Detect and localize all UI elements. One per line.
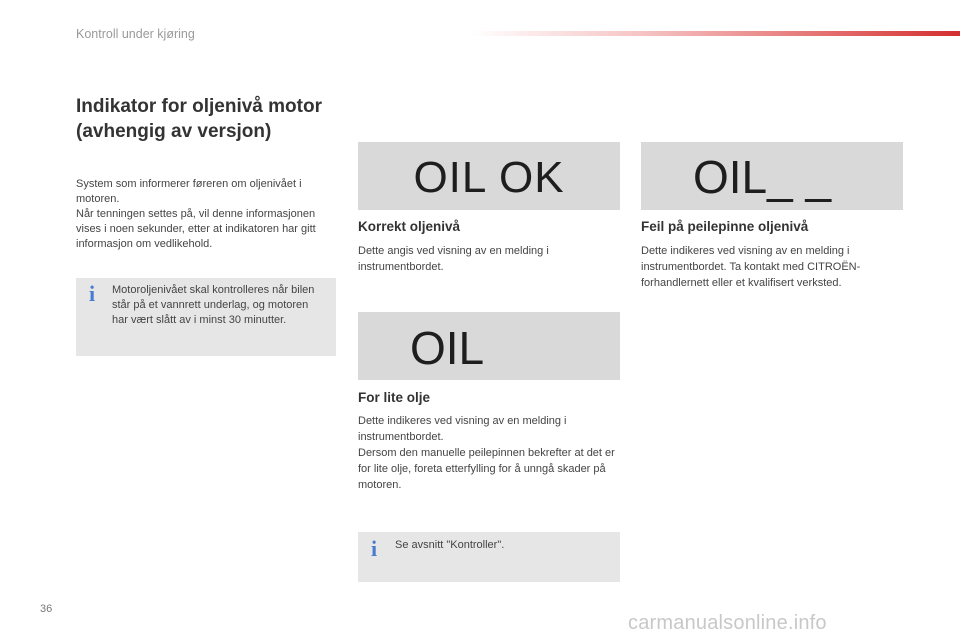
heading-correct-oil-level: Korrekt oljenivå [358,219,461,234]
info-note-bottom [358,532,620,582]
body-dipstick-fault: Dette indikeres ved visning av en melding i instrumentbordet. Ta kontakt med CITROËN-forhandlernett eller et kvalifisert verksted. [641,245,861,289]
info-icon: i [88,281,96,306]
display-panel-oil-fault [641,142,903,210]
page-number: 36 [40,603,53,615]
intro-paragraph-1: System som informerer føreren om oljenivået i motoren. [76,178,302,205]
intro-text [76,177,341,252]
oil-ok-display [358,142,620,210]
info-note-bottom-text: Se avsnitt "Kontroller". [395,539,505,551]
display-panel-oil-ok [358,142,620,210]
display-panel-oil-low [358,312,620,380]
intro-paragraph-2: Når tenningen settes på, vil denne informasjonen vises i noen sekunder, etter at indikatoren har gitt informasjon om vedlikehold. [76,208,316,250]
oil-ok-display-text: OIL OK [413,153,565,202]
running-header: Kontroll under kjøring [76,27,195,41]
body-low-oil-paragraph-1: Dette indikeres ved visning av en melding i instrumentbordet. [358,415,567,443]
body-low-oil [358,413,620,493]
page-title-line1: Indikator for oljenivå motor [76,96,322,117]
body-correct-oil-level: Dette angis ved visning av en melding i instrumentbordet. [358,245,549,273]
info-icon: i [370,536,378,561]
page-title-line2: (avhengig av versjon) [76,121,272,142]
oil-fault-display [641,142,903,210]
body-low-oil-paragraph-2: Dersom den manuelle peilepinnen bekrefter at det er for lite olje, foreta etterfylling for å unngå skader på motoren. [358,447,615,491]
heading-low-oil: For lite olje [358,390,431,405]
header-accent-bar [470,31,960,36]
oil-fault-display-text: OIL_ _ [693,151,832,203]
info-note-left [76,278,336,356]
info-note-left-text: Motoroljenivået skal kontrolleres når bilen står på et vannrett underlag, og motoren har vært slått av i minst 30 minutter. [112,284,315,326]
watermark: carmanualsonline.info [628,612,827,634]
oil-low-display-text: OIL [410,322,485,374]
heading-dipstick-fault: Feil på peilepinne oljenivå [641,219,809,234]
oil-low-display [358,312,620,380]
page-title [76,94,346,144]
